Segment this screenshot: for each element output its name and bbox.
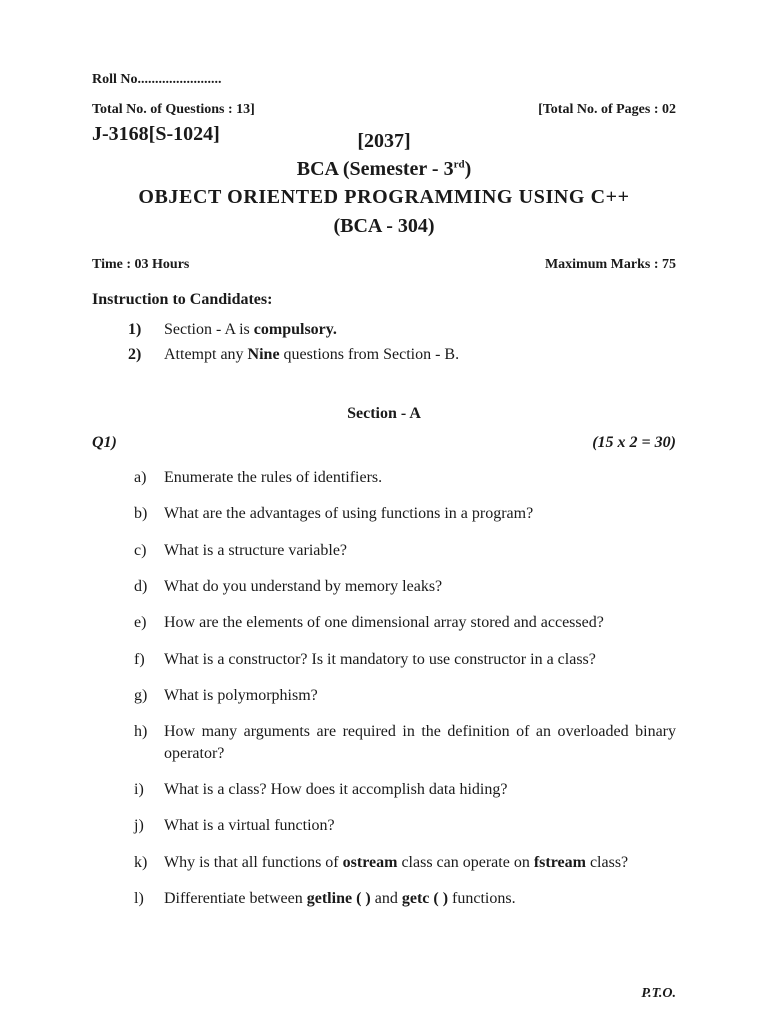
instruction-item [128, 321, 337, 339]
instruction-number: 1) [128, 321, 142, 338]
item-label: b) [134, 505, 148, 522]
item-label: c) [134, 542, 147, 559]
list-item [134, 888, 676, 910]
exam-time: Time : 03 Hours [92, 257, 190, 272]
year-code-text: [2037] [357, 130, 411, 152]
list-item [134, 685, 676, 707]
instruction-emphasis: Nine [247, 346, 280, 363]
list-item [134, 576, 676, 598]
item-text: What is a virtual function? [164, 817, 335, 834]
item-text: What do you understand by memory leaks? [164, 578, 443, 595]
emphasized-term: getc ( ) [401, 890, 449, 907]
item-label: f) [134, 651, 145, 668]
item-text: What are the advantages of using functions in a program? [164, 505, 534, 522]
item-text: What is polymorphism? [164, 687, 318, 704]
list-item [134, 815, 676, 837]
list-item [134, 612, 676, 634]
total-questions: Total No. of Questions : 13] [92, 102, 255, 117]
item-label: d) [134, 578, 148, 595]
maximum-marks: Maximum Marks : 75 [544, 257, 676, 272]
text-fragment: functions. [448, 890, 516, 907]
text-fragment: Why is that all functions of [164, 854, 343, 871]
instruction-text-end: questions from Section - B. [279, 346, 460, 363]
year-code [0, 130, 768, 153]
list-item [134, 467, 676, 489]
question-marks: (15 x 2 = 30) [592, 434, 676, 451]
item-label: k) [134, 854, 148, 871]
item-text: How many arguments are required in the definition of an overloaded binary operator? [164, 723, 676, 762]
text-fragment: Differentiate between [164, 890, 307, 907]
list-item [134, 649, 676, 671]
question-label: Q1) [92, 434, 117, 451]
course-prefix: BCA (Semester - 3 [296, 158, 454, 180]
subject-code: (BCA - 304) [333, 215, 435, 237]
instruction-item [128, 346, 459, 364]
item-text: What is a class? How does it accomplish data hiding? [164, 781, 508, 798]
item-label: l) [134, 890, 144, 907]
instruction-text: Section - A is [164, 321, 254, 338]
text-fragment: and [370, 890, 402, 907]
instruction-emphasis: compulsory. [253, 321, 337, 338]
list-item [134, 503, 676, 525]
instruction-number: 2) [128, 346, 142, 363]
item-text: Enumerate the rules of identifiers. [164, 469, 383, 486]
text-fragment: class can operate on [397, 854, 534, 871]
instruction-text: Attempt any [164, 346, 248, 363]
course-suffix: ) [464, 158, 472, 180]
course-semester [0, 158, 768, 181]
item-label: e) [134, 614, 147, 631]
section-a-title: Section - A [347, 405, 421, 422]
subject-title: OBJECT ORIENTED PROGRAMMING USING C++ [138, 186, 630, 208]
emphasized-term: fstream [533, 854, 586, 871]
paper-code: J-3168[S-1024] [92, 123, 220, 145]
list-item [134, 721, 676, 765]
course-superscript: rd [453, 158, 465, 171]
item-label: a) [134, 469, 147, 486]
emphasized-term: ostream [342, 854, 398, 871]
instructions-heading: Instruction to Candidates: [92, 291, 273, 308]
list-item [134, 779, 676, 801]
item-label: g) [134, 687, 148, 704]
item-text [164, 888, 676, 910]
please-turn-over: P.T.O. [641, 986, 676, 1001]
item-text [164, 852, 676, 874]
item-text: What is a structure variable? [164, 542, 348, 559]
total-pages: [Total No. of Pages : 02 [538, 102, 676, 117]
item-label: h) [134, 723, 148, 740]
item-label: i) [134, 781, 144, 798]
text-fragment: class? [585, 854, 629, 871]
item-label: j) [134, 817, 144, 834]
list-item [134, 852, 676, 874]
emphasized-term: getline ( ) [306, 890, 371, 907]
item-text: How are the elements of one dimensional array stored and accessed? [164, 614, 604, 631]
item-text: What is a constructor? Is it mandatory to use constructor in a class? [164, 651, 596, 668]
list-item [134, 540, 676, 562]
roll-number-line: Roll No........................ [92, 72, 222, 87]
